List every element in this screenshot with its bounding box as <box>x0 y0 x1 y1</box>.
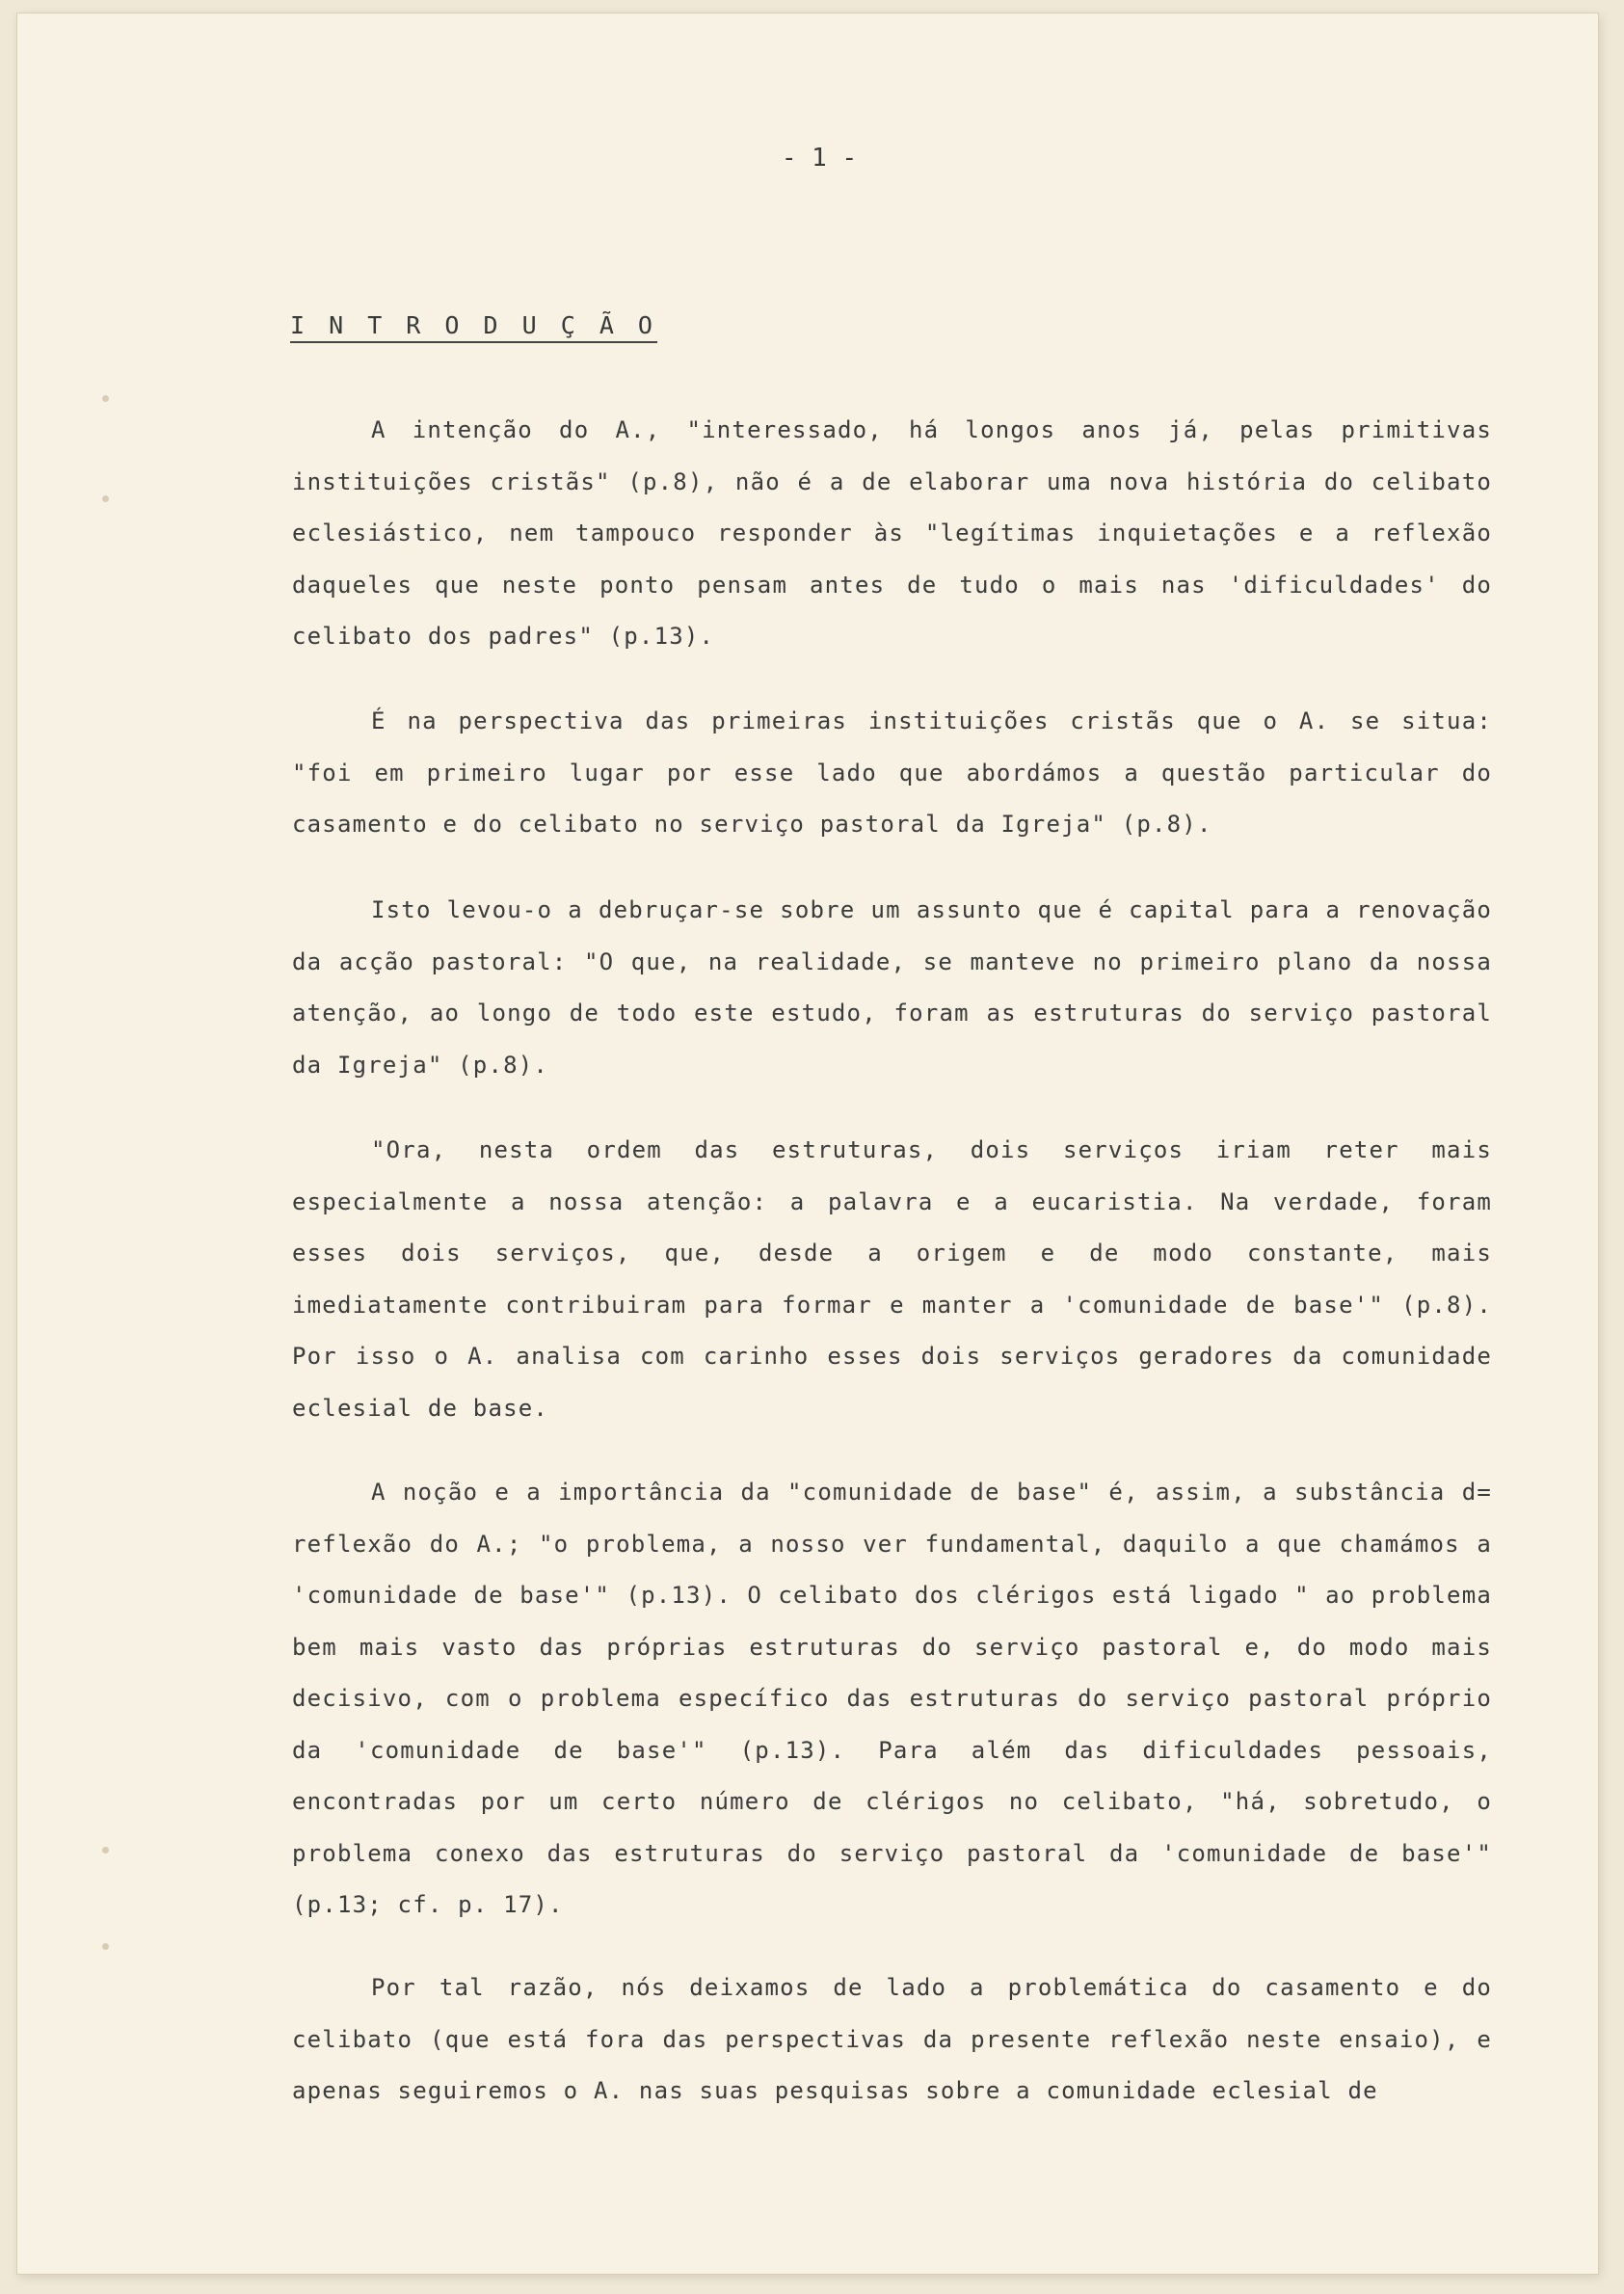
document-page <box>17 13 1598 2274</box>
paragraph: É na perspectiva das primeiras instituições cristãs que o A. se situa: "foi em primeiro lugar por esse lado que abordámos a questão particular do casamento e do celibato no serviço pastoral da Igreja" (p.8). <box>292 707 1492 838</box>
paragraph: A noção e a importância da "comunidade de base" é, assim, a substância d= reflexão do A.; "o problema, a nosso ver fundamental, daquilo a que chamámos a 'comunidade de base'" (p.13). O celibato dos clérigos está ligado " ao problema bem mais vasto das próprias estruturas do serviço pastoral e, do modo mais decisivo, com o problema específico das estruturas do serviço pastoral próprio da 'comunidade de base'" (p.13). Para além das dificuldades pessoais, encontradas por um certo número de clérigos no celibato, "há, sobretudo, o problema conexo das estruturas do serviço pastoral da 'comunidade de base'"(p.13; cf. p. 17). <box>292 1479 1492 1918</box>
paragraph: A intenção do A., "interessado, há longos anos já, pelas primitivas instituições cristãs" (p.8), não é a de elaborar uma nova história do celibato eclesiástico, nem tampouco responder às "legítimas inquietações e a reflexão daqueles que neste ponto pensam antes de tudo o mais nas 'dificuldades' do celibato dos padres" (p.13). <box>292 416 1492 650</box>
binding-hole <box>102 1943 109 1950</box>
section-heading: I N T R O D U Ç Ã O <box>290 312 657 343</box>
binding-hole <box>102 1847 109 1854</box>
paragraph: "Ora, nesta ordem das estruturas, dois serviços iriam reter mais especialmente a nossa atenção: a palavra e a eucaristia. Na verdade, foram esses dois serviços, que, desde a origem e de modo constante, mais imediatamente contribuiram para formar e manter a 'comunidade de base'" (p.8). Por isso o A. analisa com carinho esses dois serviços geradores da comunidade eclesial de base. <box>292 1136 1492 1422</box>
binding-hole <box>102 395 109 402</box>
paragraph: Por tal razão, nós deixamos de lado a problemática do casamento e do celibato (que está fora das perspectivas da presente reflexão neste ensaio), e apenas seguiremos o A. nas suas pesquisas sobre a comunidade eclesial de <box>292 1974 1492 2104</box>
paragraph: Isto levou-o a debruçar-se sobre um assunto que é capital para a renovação da acção pastoral: "O que, na realidade, se manteve no primeiro plano da nossa atenção, ao longo de todo este estudo, foram as estruturas do serviço pastoral da Igreja" (p.8). <box>292 896 1492 1079</box>
page-number: - 1 - <box>781 144 858 173</box>
binding-hole <box>102 495 109 502</box>
